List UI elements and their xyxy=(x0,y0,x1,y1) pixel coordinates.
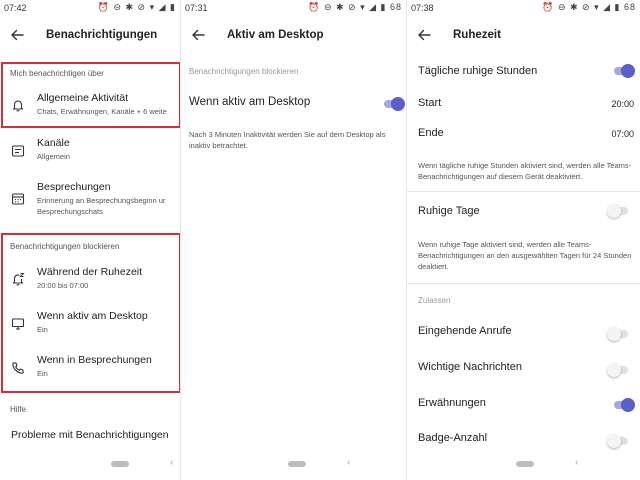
meetings-title: Besprechungen xyxy=(37,181,111,193)
badge-count-toggle[interactable] xyxy=(607,434,629,448)
in-meetings-title: Wenn in Besprechungen xyxy=(37,354,152,366)
notification-problems-link[interactable]: Probleme mit Benachrichtigungen xyxy=(11,429,169,441)
page-title: Ruhezeit xyxy=(453,29,501,41)
desktop-active-title: Wenn aktiv am Desktop xyxy=(37,310,148,322)
page-title: Benachrichtigungen xyxy=(46,29,158,41)
daily-quiet-toggle[interactable] xyxy=(613,64,635,78)
toggle-knob xyxy=(607,327,621,341)
toggle-knob xyxy=(621,398,635,412)
incoming-calls-label: Eingehende Anrufe xyxy=(418,325,512,337)
list-item-channels[interactable] xyxy=(0,134,180,168)
phone-icon xyxy=(11,361,25,375)
quiet-time-screen xyxy=(406,0,640,480)
divider xyxy=(407,283,640,284)
status-time: 07:31 xyxy=(185,3,208,13)
status-time: 07:38 xyxy=(411,3,434,13)
mentions-label: Erwähnungen xyxy=(418,397,486,409)
section-header-block: Benachrichtigungen blockieren xyxy=(189,67,299,76)
section-header-help: Hilfe xyxy=(10,405,27,414)
meetings-subtitle-1: Erinnerung an Besprechungsbeginn ur xyxy=(37,196,166,205)
list-item-quiet-time[interactable] xyxy=(0,262,180,296)
end-value[interactable]: 07:00 xyxy=(611,129,634,139)
desktop-active-screen xyxy=(180,0,406,480)
channels-title: Kanäle xyxy=(37,137,70,149)
incoming-calls-toggle[interactable] xyxy=(607,327,629,341)
system-nav-bar xyxy=(0,450,180,480)
desktop-active-label: Wenn aktiv am Desktop xyxy=(189,96,311,108)
home-pill[interactable] xyxy=(288,461,306,467)
in-meetings-subtitle: Ein xyxy=(37,369,48,378)
list-item-in-meetings[interactable] xyxy=(0,351,180,385)
home-pill[interactable] xyxy=(111,461,129,467)
system-nav-bar xyxy=(407,450,640,480)
badge-count-label: Badge-Anzahl xyxy=(418,432,488,444)
arrow-left-icon[interactable] xyxy=(10,28,24,42)
toggle-knob xyxy=(607,204,621,218)
list-item-meetings[interactable] xyxy=(0,178,180,224)
status-icons: ⏰ ⊖ ✱ ⊘ ▾ ◢ ▮ 68 xyxy=(308,2,402,12)
important-messages-label: Wichtige Nachrichten xyxy=(418,361,522,373)
channel-icon xyxy=(11,144,25,158)
quiet-days-description: Wenn ruhige Tage aktiviert sind, werden alle Teams-Benachrichtigungen an den ausgewählten Tagen für 24 Stunden deaktiert. xyxy=(418,240,632,271)
nav-back-icon[interactable]: ‹ xyxy=(347,457,351,468)
section-header-block: Benachrichtigungen blockieren xyxy=(10,242,120,251)
toggle-knob xyxy=(621,64,635,78)
status-icons: ⏰ ⊖ ✱ ⊘ ▾ ◢ ▮ xyxy=(97,2,176,12)
status-bar xyxy=(0,0,180,16)
general-activity-subtitle: Chats, Erwähnungen, Kanäle + 6 weite xyxy=(37,107,167,116)
list-item-general-activity[interactable] xyxy=(0,88,180,122)
status-bar xyxy=(181,0,406,16)
status-icons: ⏰ ⊖ ✱ ⊘ ▾ ◢ ▮ 68 xyxy=(542,2,636,12)
nav-back-icon[interactable]: ‹ xyxy=(170,457,174,468)
quiet-days-toggle[interactable] xyxy=(607,204,629,218)
monitor-icon xyxy=(11,317,25,331)
end-label[interactable]: Ende xyxy=(418,127,444,139)
desktop-active-toggle[interactable] xyxy=(383,97,405,111)
toggle-knob xyxy=(391,97,405,111)
channels-subtitle: Allgemein xyxy=(37,152,70,161)
important-messages-toggle[interactable] xyxy=(607,363,629,377)
app-bar xyxy=(0,16,180,54)
list-item-desktop-active[interactable] xyxy=(0,307,180,341)
app-bar xyxy=(407,16,640,54)
start-label[interactable]: Start xyxy=(418,97,442,109)
section-header-allow: Zulassen xyxy=(418,296,451,305)
general-activity-title: Allgemeine Aktivität xyxy=(37,92,129,104)
desktop-active-description: Nach 3 Minuten Inaktivität werden Sie auf dem Desktop als inaktiv betrachtet. xyxy=(189,130,386,150)
app-bar xyxy=(181,16,406,54)
quiet-time-subtitle: 20:00 bis 07:00 xyxy=(37,281,89,290)
system-nav-bar xyxy=(181,450,406,480)
page-title: Aktiv am Desktop xyxy=(227,29,324,41)
status-bar xyxy=(407,0,640,16)
start-value[interactable]: 20:00 xyxy=(611,99,634,109)
status-time: 07:42 xyxy=(4,3,27,13)
arrow-left-icon[interactable] xyxy=(417,28,431,42)
bell-snooze-icon xyxy=(11,272,25,286)
toggle-knob xyxy=(607,434,621,448)
mentions-toggle[interactable] xyxy=(613,398,635,412)
daily-quiet-label: Tägliche ruhige Stunden xyxy=(418,65,538,77)
desktop-active-subtitle: Ein xyxy=(37,325,48,334)
meetings-subtitle-2: Besprechungschats xyxy=(37,207,103,216)
quiet-time-title: Während der Ruhezeit xyxy=(37,266,143,278)
calendar-icon xyxy=(11,192,25,206)
quiet-days-label: Ruhige Tage xyxy=(418,205,480,217)
section-header-notify: Mich benachrichtigen über xyxy=(10,69,104,78)
bell-icon xyxy=(11,98,25,112)
toggle-knob xyxy=(607,363,621,377)
home-pill[interactable] xyxy=(516,461,534,467)
divider xyxy=(407,191,640,192)
notifications-screen xyxy=(0,0,180,480)
arrow-left-icon[interactable] xyxy=(191,28,205,42)
daily-quiet-description: Wenn tägliche ruhige Stunden aktiviert sind, werden alle Teams-Benachrichtigungen auf diesem Gerät deaktiviert. xyxy=(418,161,632,181)
nav-back-icon[interactable]: ‹ xyxy=(575,457,579,468)
